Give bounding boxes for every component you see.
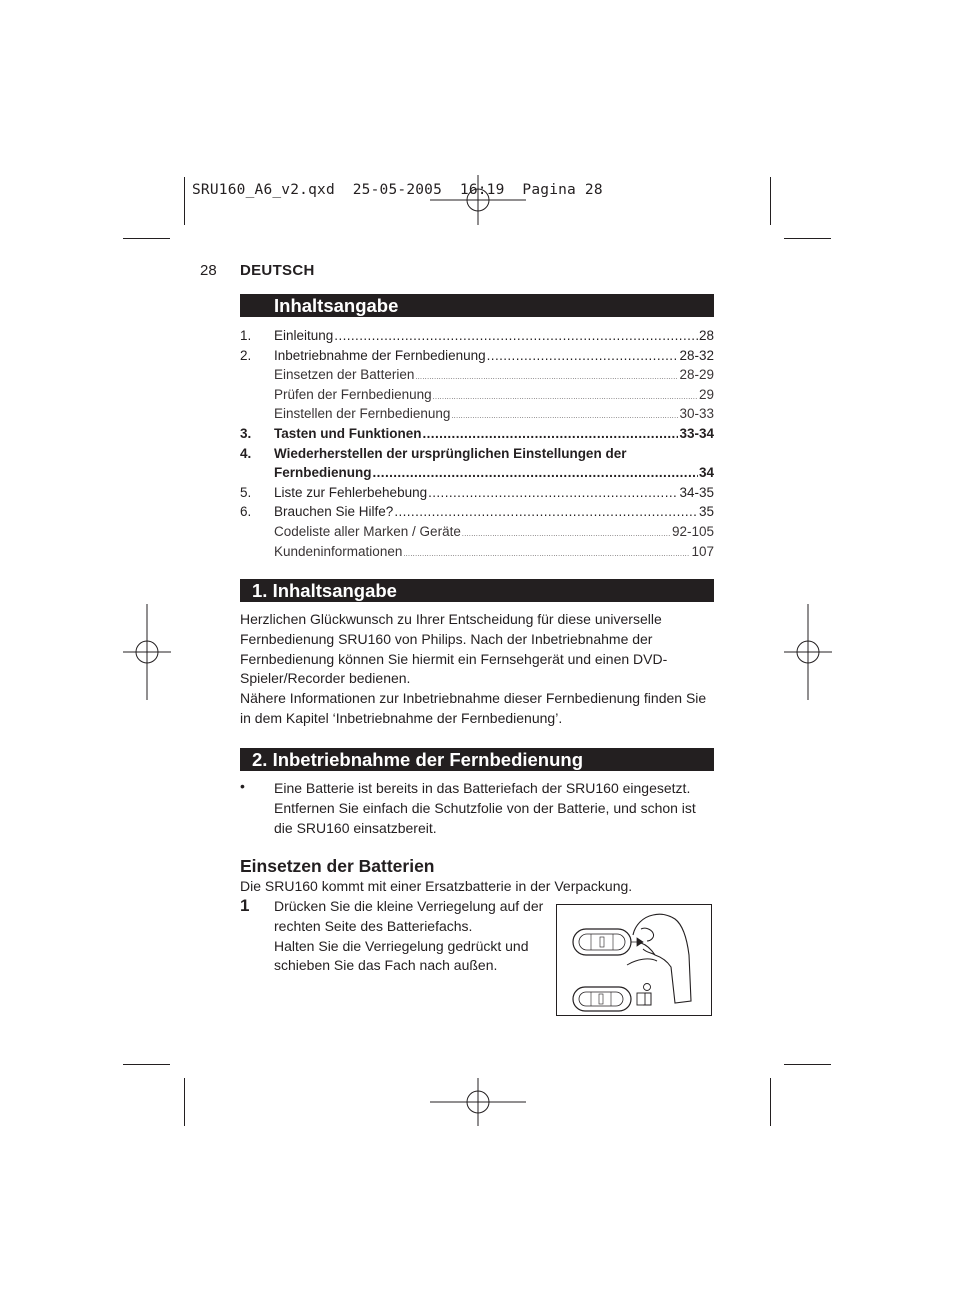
language-label: DEUTSCH [240, 262, 315, 279]
text-line: Spieler/Recorder bedienen. [240, 670, 411, 687]
bullet-symbol: • [240, 778, 245, 794]
toc-entry [240, 365, 714, 385]
text-line: Fernbedienung SRU160 von Philips. Nach der Inbetriebnahme der [240, 630, 653, 647]
toc-entry-title: Wiederherstellen der ursprünglichen Einstellungen der [274, 445, 627, 461]
print-slug: SRU160_A6_v2.qxd 25-05-2005 16:19 Pagina 28 [192, 182, 603, 198]
section2-bullet-text [274, 778, 714, 838]
toc-entry-page: 29 [698, 386, 714, 402]
toc-entry-title: Tasten und Funktionen [274, 425, 422, 441]
toc-leader-dots [428, 483, 678, 503]
step-number: 1 [240, 896, 250, 915]
toc-entry-title: Fernbedienung [274, 465, 372, 481]
toc-entry [240, 385, 714, 405]
toc-entry-page: 28 [698, 328, 714, 343]
toc-entry [240, 502, 714, 522]
toc-entry-title: Brauchen Sie Hilfe? [274, 504, 394, 520]
toc-entry-number: 6. [240, 504, 252, 520]
toc-entry-page: 28-29 [679, 367, 714, 383]
text-line: Eine Batterie ist bereits in das Batteriefach der SRU160 eingesetzt. [274, 780, 691, 796]
toc-leader-dots [373, 463, 698, 483]
toc-entry-number: 2. [240, 347, 252, 363]
toc-entry-number: 5. [240, 484, 252, 500]
toc-entry-number: 4. [240, 445, 252, 461]
text-line: in dem Kapitel ‘Inbetriebnahme der Fernbedienung’. [240, 709, 563, 726]
registration-mark-bottom [430, 1078, 526, 1126]
battery-drawing-icon [557, 905, 711, 1015]
text-line: rechten Seite des Batteriefachs. [274, 917, 473, 934]
toc-leader-dots [334, 326, 698, 346]
toc-entry [240, 444, 714, 464]
toc-entry-number: 1. [240, 328, 252, 343]
toc-entry-page: 92-105 [671, 523, 714, 539]
toc-entry [240, 424, 714, 444]
text-line: Herzlichen Glückwunsch zu Ihrer Entscheidung für diese universelle [240, 611, 662, 627]
text-line: Halten Sie die Verriegelung gedrückt und [274, 937, 529, 954]
toc-entry [240, 463, 714, 483]
battery-illustration [556, 904, 712, 1016]
toc-heading: Inhaltsangabe [240, 294, 714, 317]
subsection-intro: Die SRU160 kommt mit einer Ersatzbatterie in der Verpackung. [240, 878, 633, 894]
toc-leader-dots [403, 545, 690, 565]
toc-entry [240, 346, 714, 366]
toc-leader-dots [487, 346, 679, 366]
text-line: Fernbedienung können Sie hiermit ein Fernsehgerät und einen DVD- [240, 650, 668, 667]
toc-entry-number: 3. [240, 425, 252, 441]
subsection-heading: Einsetzen der Batterien [240, 856, 435, 876]
toc-entry [240, 326, 714, 346]
step-text [274, 897, 549, 976]
toc-entry-title: Kundeninformationen [274, 543, 403, 559]
section2-heading: 2. Inbetriebnahme der Fernbedienung [240, 748, 714, 771]
toc-entry-title: Einstellen der Fernbedienung [274, 406, 451, 422]
toc-entry-page: 35 [698, 504, 714, 520]
toc-entry [240, 483, 714, 503]
text-line: schieben Sie das Fach nach außen. [274, 957, 498, 974]
text-line: Nähere Informationen zur Inbetriebnahme dieser Fernbedienung finden Sie [240, 690, 707, 707]
toc-leader-dots [423, 424, 679, 444]
toc-entry-page: 34-35 [679, 484, 714, 500]
toc-entry-page: 28-32 [679, 347, 714, 363]
section1-heading: 1. Inhaltsangabe [240, 579, 714, 602]
toc-entry-page: 107 [691, 543, 714, 559]
toc-entry-title: Einsetzen der Batterien [274, 367, 415, 383]
toc-entry-title: Prüfen der Fernbedienung [274, 386, 432, 402]
toc-entry-title: Codeliste aller Marken / Geräte [274, 523, 461, 539]
toc-entry [240, 542, 714, 562]
toc-entry-title: Einleitung [274, 328, 334, 343]
registration-mark-top [430, 175, 526, 225]
text-line: die SRU160 einsatzbereit. [274, 820, 437, 836]
registration-mark-right [784, 604, 832, 700]
table-of-contents [240, 326, 714, 561]
toc-entry [240, 404, 714, 424]
section1-body [240, 610, 720, 729]
toc-leader-dots [394, 502, 698, 522]
page-number: 28 [200, 262, 217, 279]
toc-entry-title: Liste zur Fehlerbehebung [274, 484, 428, 500]
toc-entry-page: 30-33 [679, 406, 714, 422]
toc-entry-title: Inbetriebnahme der Fernbedienung [274, 347, 486, 363]
toc-entry-page: 33-34 [679, 425, 714, 441]
text-line: Entfernen Sie einfach die Schutzfolie von der Batterie, und schon ist [274, 800, 696, 816]
text-line: Drücken Sie die kleine Verriegelung auf der [274, 898, 544, 914]
toc-entry-page: 34 [698, 465, 714, 481]
toc-entry [240, 522, 714, 542]
registration-mark-left [123, 604, 171, 700]
